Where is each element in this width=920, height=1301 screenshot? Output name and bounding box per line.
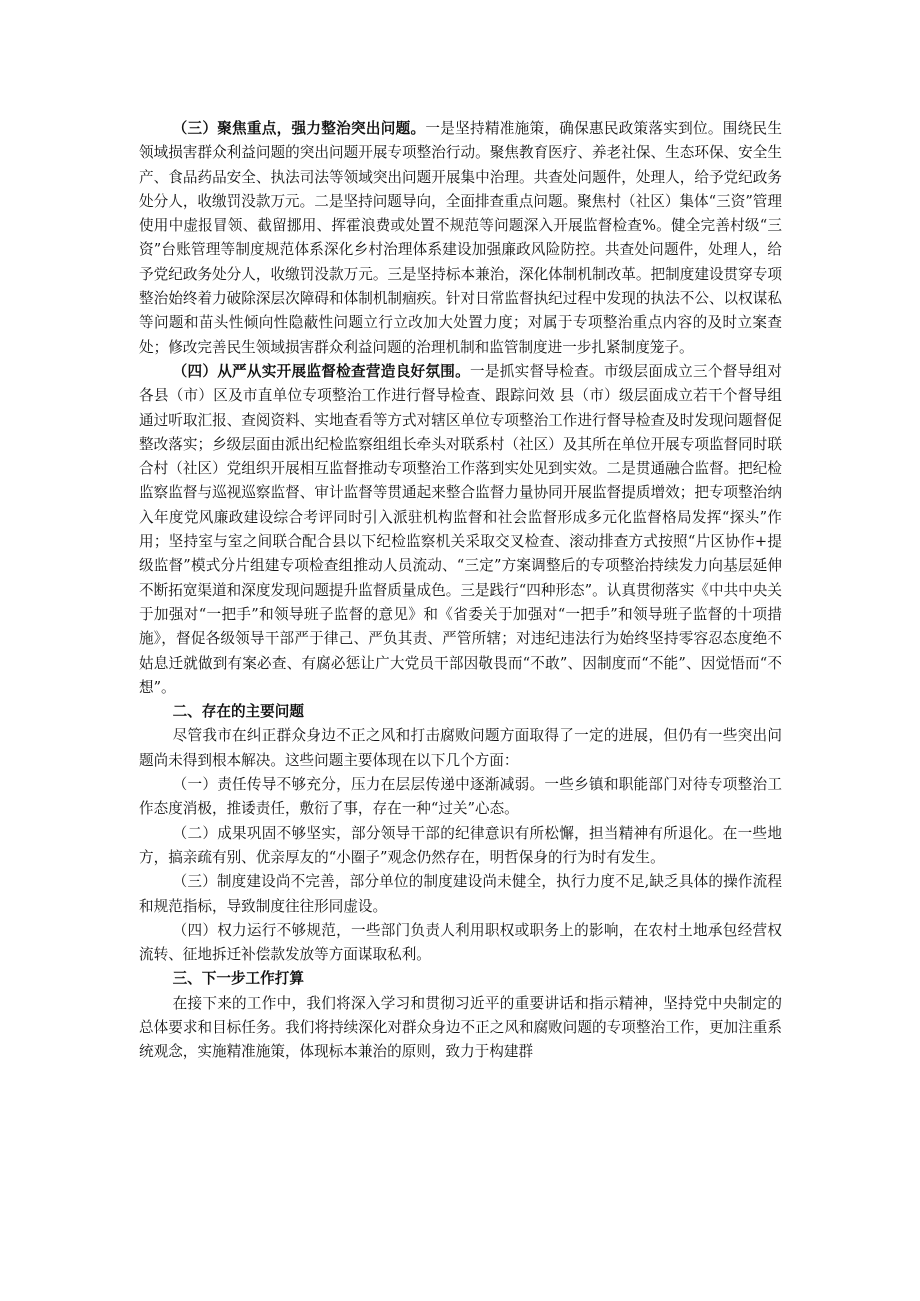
part-3-body: 在接下来的工作中，我们将深入学习和贯彻习近平的重要讲话和指示精神，坚持党中央制定的总体要求和目标任务。我们将持续深化对群众身边不正之风和腐败问题的专项整治工作，更加注重系统观念，实施精准施策，体现标本兼治的原则，致力于构建群 <box>139 994 782 1061</box>
paragraph-section-4 <box>139 360 782 700</box>
part-3-heading: 三、下一步工作打算 <box>172 970 304 988</box>
section-3-heading: （三）聚焦重点，强力整治突出问题。 <box>172 120 426 137</box>
section-4-body: 一是抓实督导检查。市级层面成立三个督导组对各县（市）区及市直单位专项整治工作进行督导检查、跟踪问效 县（市）级层面成立若干个督导组通过听取汇报、查阅资料、实地查看等方式对辖区单位专项整治工作进行督导检查及时发现问题督促整改落实；乡级层面由派出纪检监察组组长牵头对联系村（社区）及其所在单位开展专项监督同时联合村（社区）党组织开展相互监督推动专项整治工作落到实处见到实效。二是贯通融合监督。把纪检监察监督与巡视巡察监督、审计监督等贯通起来整合监督力量协同开展监督提质增效；把专项整治纳入年度党风廉政建设综合考评同时引入派驻机构监督和社会监督形成多元化监督格局发挥“探头”作用；坚持室与室之间联合配合县以下纪检监察机关采取交叉检查、滚动排查方式按照“片区协作+提级监督”模式分片组建专项检查组推动人员流动、“三定”方案调整后的专项整治持续发力向基层延伸不断拓宽渠道和深度发现问题提升监督质量成色。三是践行“四种形态”。认真贯彻落实《中共中央关于加强对“一把手”和领导班子监督的意见》和《省委关于加强对“一把手”和领导班子监督的十项措施》，督促各级领导干部严于律己、严负其责、严管所辖；对违纪违法行为始终坚持零容忍态度绝不姑息迁就做到有案必查、有腐必惩让广大党员干部因敬畏而“不敢”、因制度而“不能”、因觉悟而“不想”。 <box>139 362 782 696</box>
part-2-heading: 二、存在的主要问题 <box>172 703 304 721</box>
problem-item-3: （三）制度建设尚不完善，部分单位的制度建设尚未健全，执行力度不足,缺乏具体的操作流程和规范指标，导致制度往往形同虚设。 <box>139 873 782 915</box>
paragraph-section-3 <box>139 117 782 360</box>
part-2-intro: 尽管我市在纠正群众身边不正之风和打击腐败问题方面取得了一定的进展，但仍有一些突出问题尚未得到根本解决。这些问题主要体现在以下几个方面： <box>139 727 782 769</box>
section-3-body: 一是坚持精准施策，确保惠民政策落实到位。围绕民生领域损害群众利益问题的突出问题开展专项整治行动。聚焦教育医疗、养老社保、生态环保、安全生产、食品药品安全、执法司法等领域突出问题开展集中治理。共查处问题件，处理人，给予党纪政务处分人，收缴罚没款万元。二是坚持问题导向，全面排查重点问题。聚焦村（社区）集体“三资”管理使用中虚报冒领、截留挪用、挥霍浪费或处置不规范等问题深入开展监督检查%。健全完善村级“三资”台账管理等制度规范体系深化乡村治理体系建设加强廉政风险防控。共查处问题件，处理人，给予党纪政务处分人，收缴罚没款万元。三是坚持标本兼治，深化体制机制改革。把制度建设贯穿专项整治始终着力破除深层次障碍和体制机制痼疾。针对日常监督执纪过程中发现的执法不公、以权谋私等问题和苗头性倾向性隐蔽性问题立行立改加大处置力度；对属于专项整治重点内容的及时立案查处；修改完善民生领域损害群众利益问题的治理机制和监管制度进一步扎紧制度笼子。 <box>139 120 782 356</box>
section-4-heading: （四）从严从实开展监督检查营造良好氛围。 <box>172 362 470 380</box>
problem-item-4: （四）权力运行不够规范，一些部门负责人利用职权或职务上的影响，在农村土地承包经营权流转、征地拆迁补偿款发放等方面谋取私利。 <box>139 921 782 964</box>
problem-item-1: （一）责任传导不够充分，压力在层层传递中逐渐减弱。一些乡镇和职能部门对待专项整治工作态度消极，推诿责任，敷衍了事，存在一种“过关”心态。 <box>139 776 782 818</box>
problem-item-2: （二）成果巩固不够坚实，部分领导干部的纪律意识有所松懈，担当精神有所退化。在一些地方，搞亲疏有别、优亲厚友的“小圈子”观念仍然存在，明哲保身的行为时有发生。 <box>139 824 782 866</box>
